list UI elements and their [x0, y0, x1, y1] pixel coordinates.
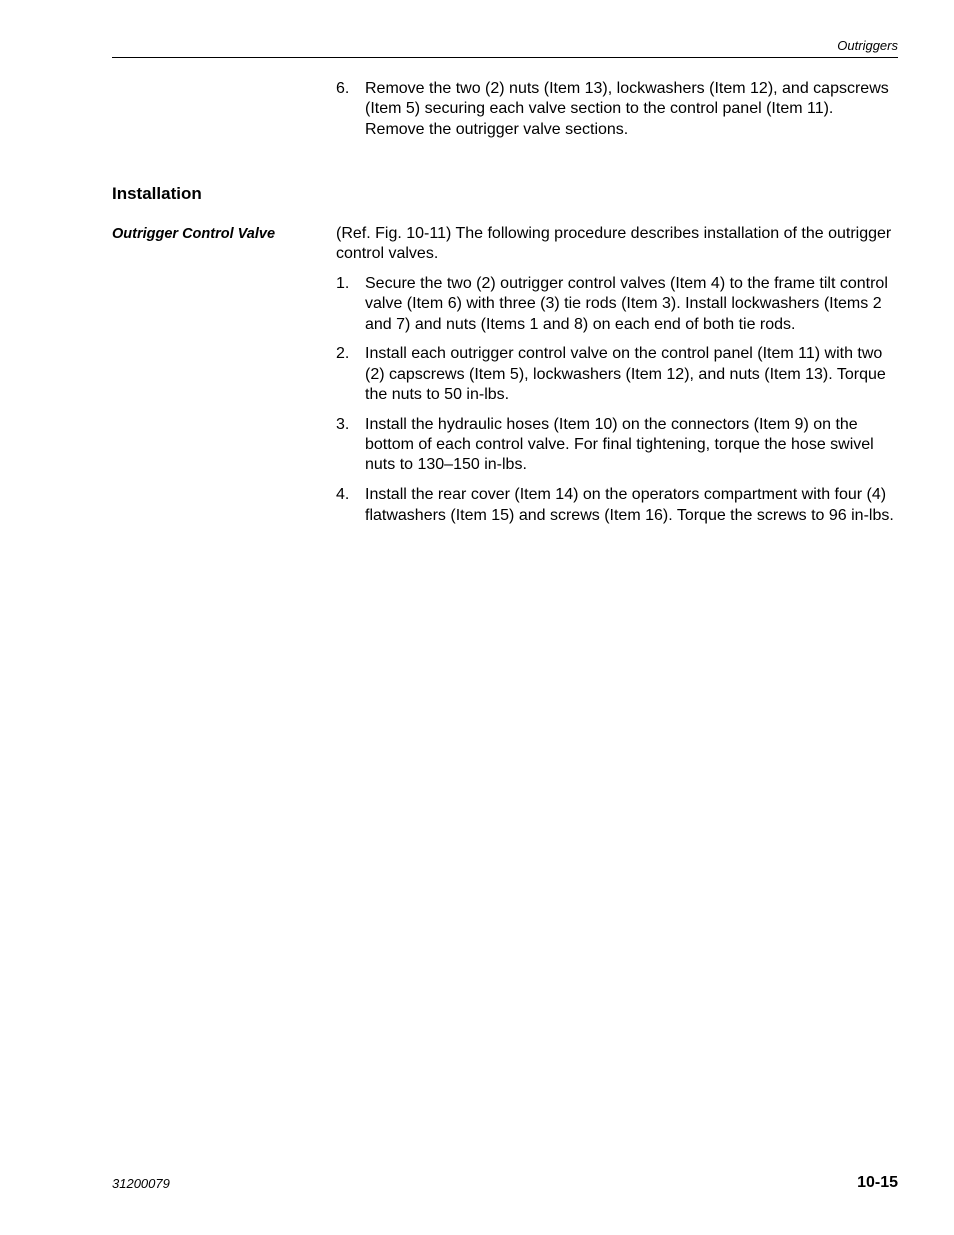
step-number: 1. [336, 275, 350, 293]
removal-step-6 [336, 79, 896, 140]
step-text: Install the hydraulic hoses (Item 10) on the connectors (Item 9) on the bottom of each control valve. For final tightening, torque the hose swivel nuts to 130–150 in-lbs. [365, 415, 874, 474]
footer-doc-number: 31200079 [112, 1176, 170, 1191]
step-text: Remove the two (2) nuts (Item 13), lockwashers (Item 12), and capscrews (Item 5) securing each valve section to the control panel (Item 11). Remove the outrigger valve sections. [365, 80, 889, 138]
step-text: Secure the two (2) outrigger control valves (Item 4) to the frame tilt control valve (Item 6) with three (3) tie rods (Item 3). Install lockwashers (Items 2 and 7) and nuts (Items 1 and 8) on each end of both tie rods. [365, 275, 888, 333]
step-number: 6. [336, 80, 350, 97]
installation-intro: (Ref. Fig. 10-11) The following procedure describes installation of the outrigger control valves. [336, 225, 892, 263]
removal-step-list [336, 79, 896, 140]
footer-page-number: 10-15 [857, 1174, 898, 1191]
step-text: Install the rear cover (Item 14) on the operators compartment with four (4) flatwashers (Item 15) and screws (Item 16). Torque the screws to 96 in-lbs. [365, 486, 894, 524]
step-text: Install each outrigger control valve on the control panel (Item 11) with two (2) capscrews (Item 5), lockwashers (Item 12), and nuts (Item 13). Torque the nuts to 50 in-lbs. [365, 345, 886, 404]
install-step-2 [336, 344, 896, 405]
installation-body [336, 224, 896, 526]
install-step-1 [336, 274, 896, 335]
install-step-4 [336, 485, 896, 526]
step-number: 2. [336, 345, 350, 363]
running-head: Outriggers [837, 38, 898, 53]
step-number: 4. [336, 486, 350, 504]
step-number: 3. [336, 415, 350, 433]
side-heading-outrigger-control-valve: Outrigger Control Valve [112, 226, 276, 242]
header-rule [112, 57, 898, 58]
section-heading-installation: Installation [112, 184, 202, 203]
install-step-3 [336, 415, 896, 476]
